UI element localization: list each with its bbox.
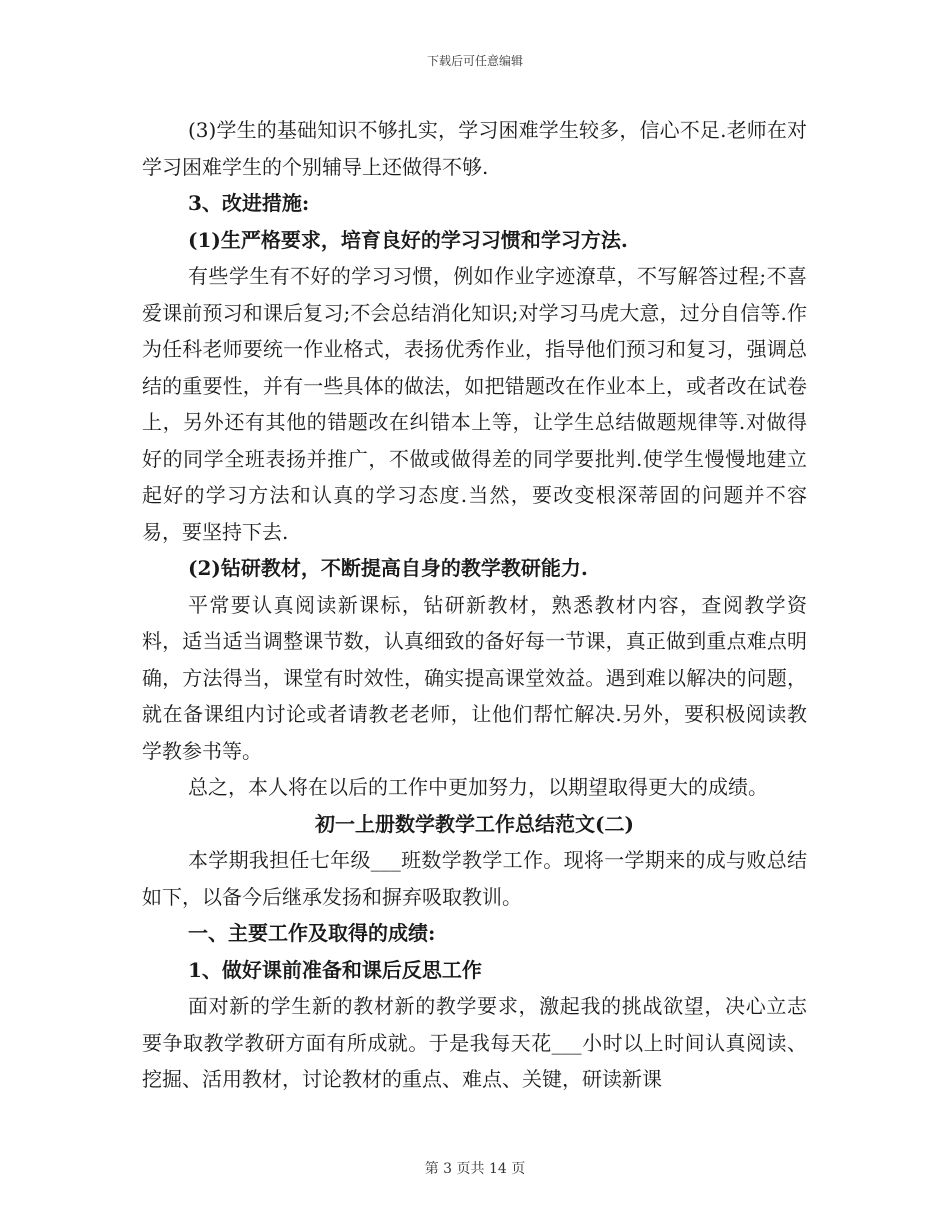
- paragraph-conclusion: 总之，本人将在以后的工作中更加努力，以期望取得更大的成绩。: [188, 775, 768, 799]
- subheading-measure-2: (2)钻研教材，不断提高自身的教学教研能力.: [188, 556, 588, 580]
- heading-improvement-measures: 3、改进措施:: [188, 191, 310, 215]
- document-body: [142, 112, 807, 1098]
- heading-main-work: 一、主要工作及取得的成绩:: [188, 921, 436, 945]
- page-header: 下载后可任意编辑: [426, 54, 523, 68]
- paragraph-textbook-study: 平常要认真阅读新课标，钻研新教材，熟悉教材内容，查阅教学资料，适当适当调整课节数，认真细致的备好每一节课，真正做到重点难点明确，方法得当，课堂有时效性，确实提高课堂效益。遇到难以解决的问题，就在备课组内讨论或者请教老老师，让他们帮忙解决.另外，要积极阅读教学教参书等。: [142, 592, 807, 763]
- paragraph-preparation: 面对新的学生新的教材新的教学要求，激起我的挑战欲望，决心立志要争取教学教研方面有所成就。于是我每天花___小时以上时间认真阅读、挖掘、活用教材，讨论教材的重点、难点、关键，研读新课: [142, 994, 807, 1091]
- paragraph-intro: 本学期我担任七年级___班数学教学工作。现将一学期来的成与败总结如下，以备今后继承发扬和摒弃吸取教训。: [142, 848, 807, 909]
- paragraph-study-habits: 有些学生有不好的学习习惯，例如作业字迹潦草，不写解答过程;不喜爱课前预习和课后复习;不会总结消化知识;对学习马虎大意，过分自信等.作为任科老师要统一作业格式，表扬优秀作业，指导他们预习和复习，强调总结的重要性，并有一些具体的做法，如把错题改在作业本上，或者改在试卷上，另外还有其他的错题改在纠错本上等，让学生总结做题规律等.对做得好的同学全班表扬并推广，不做或做得差的同学要批判.使学生慢慢地建立起好的学习方法和认真的学习态度.当然，要改变根深蒂固的问题并不容易，要坚持下去.: [142, 264, 807, 544]
- subheading-preparation: 1、做好课前准备和课后反思工作: [188, 957, 482, 982]
- section-title: 初一上册数学教学工作总结范文(二): [315, 811, 634, 836]
- page-footer: 第 3 页共 14 页: [424, 1161, 526, 1177]
- paragraph-weakness-3: (3)学生的基础知识不够扎实，学习困难学生较多，信心不足.老师在对学习困难学生的个别辅导上还做得不够.: [142, 118, 807, 179]
- subheading-measure-1: (1)生严格要求，培育良好的学习习惯和学习方法.: [188, 227, 628, 252]
